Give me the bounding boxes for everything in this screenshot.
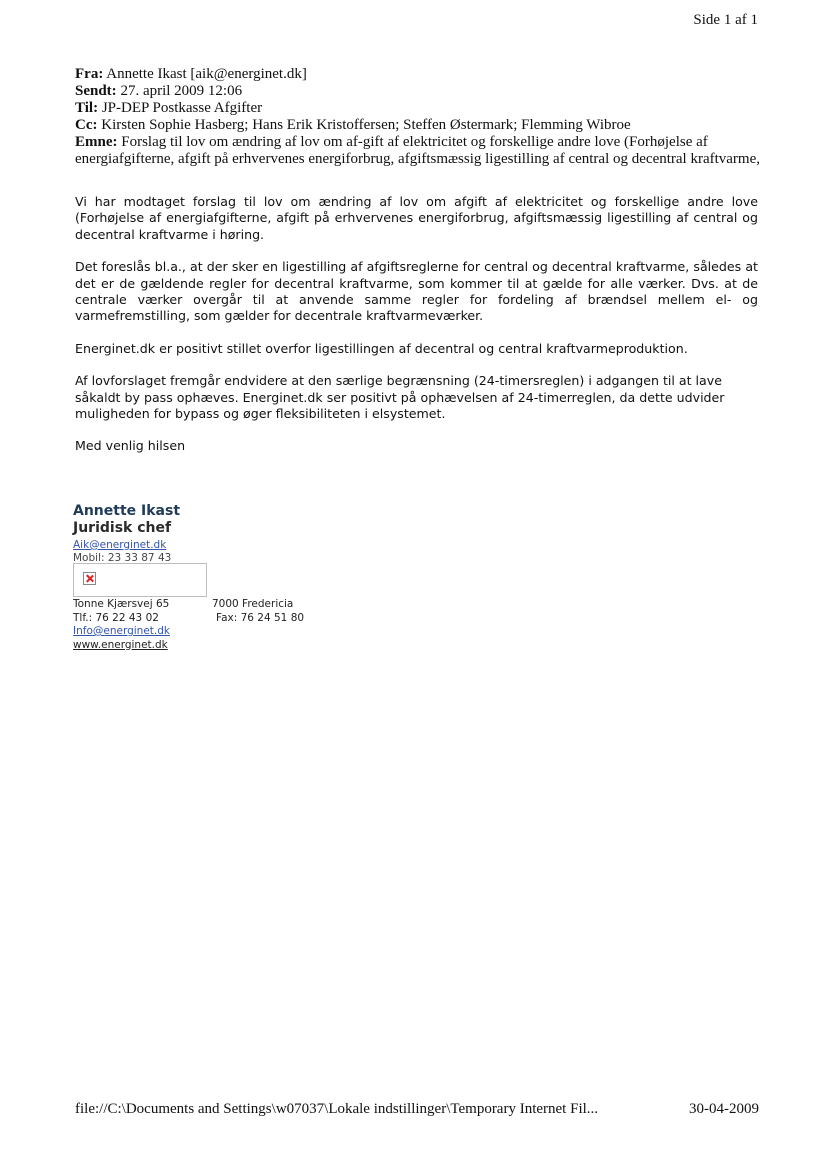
cc-value: Kirsten Sophie Hasberg; Hans Erik Kristoffersen; Steffen Østermark; Flemming Wibroe <box>101 117 631 133</box>
cc-row <box>75 117 765 134</box>
signature-name: Annette Ikast <box>73 503 181 519</box>
subject-row <box>75 134 765 168</box>
body-paragraph-3: Energinet.dk er positivt stillet overfor ligestillingen af decentral og central kraftvarmeproduktion. <box>75 340 688 356</box>
subject-value: Forslag til lov om ændring af lov om af-gift af elektricitet og forskellige andre love (Forhøjelse af energiafgifterne, afgift på erhvervenes energiforbrug, afgiftsmæssig ligestilling af central og decentral kraftvarme, <box>75 134 761 167</box>
to-value: JP-DEP Postkasse Afgifter <box>101 100 263 116</box>
from-value: Annette Ikast [aik@energinet.dk] <box>106 66 307 82</box>
footer-date: 30-04-2009 <box>689 1101 759 1117</box>
to-row <box>75 100 765 117</box>
signature-email-link[interactable]: Aik@energinet.dk <box>73 539 167 551</box>
signature-title: Juridisk chef <box>73 520 172 536</box>
closing: Med venlig hilsen <box>75 438 186 454</box>
contact-info-email-link[interactable]: Info@energinet.dk <box>73 625 170 637</box>
body-paragraph-1: Vi har modtaget forslag til lov om ændring af lov om afgift af elektricitet og forskellige andre love (Forhøjelse af energiafgifterne, afgift på erhvervenes energiforbrug, afgiftsmæssig ligestilling af central og decentral kraftvarme i høring. <box>75 194 758 242</box>
sent-row <box>75 83 765 100</box>
from-row <box>75 66 765 83</box>
contact-block <box>73 598 305 652</box>
signature-mobile: Mobil: 23 33 87 43 <box>73 552 172 564</box>
to-label: Til: <box>75 100 99 116</box>
subject-label: Emne: <box>75 134 118 150</box>
contact-website-link[interactable]: www.energinet.dk <box>73 638 168 651</box>
sent-label: Sendt: <box>75 83 117 99</box>
body-paragraph-2: Det foreslås bl.a., at der sker en ligestilling af afgiftsreglerne for central og decentral kraftvarme, således at det er de gældende regler for decentral kraftvarme, som kommer til at gælde for alle værker. Dvs. at de centrale værker overgår til at anvende samme regler for fordeling af brændsel mellem el- og varmefremstilling, som gælder for decentrale kraftvarmeværker. <box>75 259 758 324</box>
footer-file-path: file://C:\Documents and Settings\w07037\Lokale indstillinger\Temporary Internet Fil... <box>75 1101 599 1117</box>
contact-fax: Fax: 76 24 51 80 <box>216 611 305 624</box>
contact-phone: Tlf.: 76 22 43 02 <box>73 611 159 624</box>
email-body <box>75 194 758 471</box>
contact-address: Tonne Kjærsvej 65 <box>73 598 170 610</box>
broken-image-icon <box>83 572 96 585</box>
from-label: Fra: <box>75 66 104 82</box>
signature-image-placeholder <box>73 563 207 597</box>
body-paragraph-4: Af lovforslaget fremgår endvidere at den særlige begrænsning (24-timersreglen) i adgangen til at lave såkaldt by pass ophæves. Energinet.dk ser positivt på ophævelsen af 24-timerreglen, da dette udvider muligheden for bypass og øger fleksibiliteten i elsystemet. <box>75 373 725 422</box>
contact-city: 7000 Fredericia <box>212 598 294 610</box>
email-header <box>75 66 765 168</box>
signature <box>73 503 180 565</box>
page-number: Side 1 af 1 <box>693 12 758 28</box>
sent-value: 27. april 2009 12:06 <box>120 83 243 99</box>
cc-label: Cc: <box>75 117 98 133</box>
